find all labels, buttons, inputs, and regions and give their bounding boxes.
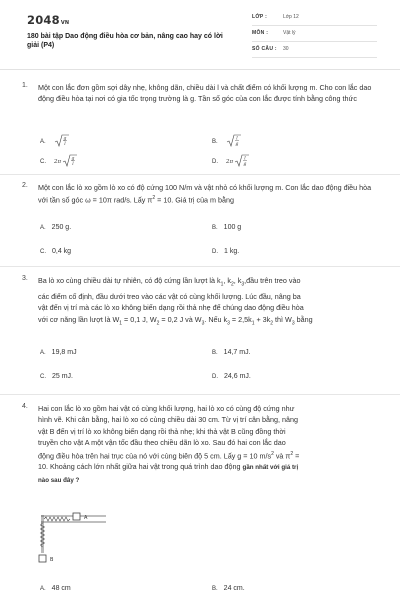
option-a[interactable]: A. 19,8 mJ <box>40 349 77 356</box>
label-b: B <box>50 557 54 563</box>
spring-figure <box>36 507 126 571</box>
question-text: Hai con lắc lò xo gồm hai vật có cùng khối lượng, hai lò xo có cùng độ cứng như hình vẽ. Khi cân bằng, hai lò xo có cùng chiều dài 30 cm. Từ vị trí cân bằng, nâng vật B đến vị trí lò xo không biến dạng rồi thả nhẹ; khi thả vật B cũng đồng thời truyền cho vật A một vận tốc đầu theo chiều dãn lò xo. Sau đó hai con lắc dao động điều hòa trên hai trục của nó với cùng biên độ 5 cm. Lấy g = 10 $m/s^2$ và $\pi^2$ = 10. Khoảng cách lớn nhất giữa hai vật trong quá trình dao động gần nhất với giá trị nào sau đây ? <box>38 404 300 484</box>
option-a[interactable]: A. 48 cm <box>40 585 71 592</box>
site-logo[interactable]: 2048VN <box>27 13 70 27</box>
question-4: 4. Hai con lắc lò xo gồm hai vật có cùng khối lượng, hai lò xo có cùng độ cứng như hình vẽ. Khi cân bằng, hai lò xo có cùng chiều dài 30 cm. Từ vị trí cân bằng, nâng vật B đến vị trí lò xo không biến dạng rồi thả nhẹ; khi thả vật B cũng đồng thời truyền cho vật A một vận tốc đầu theo chiều dãn lò xo. Sau đó hai con lắc dao động điều hòa trên hai trục của nó với cùng biên độ 5 cm. Lấy g = 10 $m/s^2$ và $\pi^2$ = 10. Khoảng cách lớn nhất giữa hai vật trong quá trình dao động gần nhất với giá trị nào sau đây ? A B A. 48 cm B. 24 cm. <box>22 403 382 600</box>
question-text: Ba lò xo cùng chiều dài tự nhiên, có độ cứng lần lượt là $k_1$, $k_2$, $k_3,đầu$ trên treo vào các điểm cố định, đầu dưới treo vào các vật có cùng khối lượng. Lúc đầu, nâng ba vật đến vị trí mà các lò xo không biến dạng rồi thả nhẹ để chúng dao động điều hòa với cơ năng lần lượt là $W_1 = 0,1$ J, $W_2 = 0,2$ J và $W_3$. Nếu $k_3 = 2,5k_1 + 3k_2$ thì $W_3$ bằng <box>38 276 313 327</box>
option-c[interactable]: C. 0,4 kg <box>40 248 72 255</box>
question-1: 1. Một con lắc đơn gồm sợi dây nhẹ, không dãn, chiều dài l và chất điểm có khối lượng m. Cho con lắc dao động điều hòa tại nơi có gia tốc trọng trường là g. Tần số góc của con lắc được tính bằng công thức A. g l B. l g C. 2π g l D. 2π l g <box>22 82 382 172</box>
option-b[interactable]: B. 100 g <box>212 224 242 231</box>
svg-text:2π: 2π <box>225 159 234 165</box>
formula-sqrt-g-over-l <box>54 134 70 148</box>
svg-text:l: l <box>244 156 246 162</box>
horizontal-spring <box>44 517 70 521</box>
option-b[interactable]: B. 14,7 mJ. <box>212 349 251 356</box>
meta-count: SỐ CÂU : 30 <box>252 43 377 58</box>
document-title: 180 bài tập Dao động điều hòa cơ bản, nâng cao hay có lời giải (P4) <box>27 33 223 50</box>
option-d[interactable]: D. 1 kg. <box>212 248 240 255</box>
meta-grade: LỚP : Lớp 12 <box>252 11 377 26</box>
formula-2pi-sqrt-g-over-l <box>54 154 78 168</box>
question-text: Một con lắc lò xo gồm lò xo có độ cứng 100 N/m và vật nhỏ có khối lượng m. Con lắc dao động điều hòa với tần số góc ω = 10π rad/s. Lấy $\pi^2 = 10$. Giá trị của m bằng <box>38 183 372 205</box>
option-c[interactable]: C. 25 mJ. <box>40 373 74 380</box>
question-3: 3. Ba lò xo cùng chiều dài tự nhiên, có độ cứng lần lượt là $k_1$, $k_2$, $k_3,đầu$ trên treo vào các điểm cố định, đầu dưới treo vào các vật có cùng khối lượng. Lúc đầu, nâng ba vật đến vị trí mà các lò xo không biến dạng rồi thả nhẹ để chúng dao động điều hòa với cơ năng lần lượt là $W_1 = 0,1$ J, $W_2 = 0,2$ J và $W_3$. Nếu $k_3 = 2,5k_1 + 3k_2$ thì $W_3$ bằng A. 19,8 mJ B. 14,7 mJ. C. 25 mJ. D. 24,6 mJ. <box>22 275 382 395</box>
meta-subject: MÔN : Vật lý <box>252 27 377 42</box>
option-a[interactable]: A. 250 g. <box>40 224 72 231</box>
option-b[interactable]: B. 24 cm. <box>212 585 245 592</box>
formula-2pi-sqrt-l-over-g <box>226 154 250 168</box>
question-2: 2. Một con lắc lò xo gồm lò xo có độ cứng 100 N/m và vật nhỏ có khối lượng m. Con lắc dao động điều hòa với tần số góc ω = 10π rad/s. Lấy $\pi^2 = 10$. Giá trị của m bằng A. 250 g. B. 100 g C. 0,4 kg D. 1 kg. <box>22 182 382 262</box>
label-a: A <box>84 515 88 521</box>
question-text: Một con lắc đơn gồm sợi dây nhẹ, không dãn, chiều dài l và chất điểm có khối lượng m. Cho con lắc dao động điều hòa tại nơi có gia tốc trọng trường là g. Tần số góc của con lắc được tính bằng công thức <box>38 83 372 104</box>
block-b <box>39 555 46 562</box>
svg-text:g: g <box>63 136 67 142</box>
svg-text:g: g <box>71 156 75 162</box>
svg-text:g: g <box>243 162 247 167</box>
option-b[interactable]: B. l g <box>212 134 242 148</box>
svg-text:2π: 2π <box>53 159 62 165</box>
svg-text:l: l <box>235 136 238 142</box>
option-c[interactable]: C. 2π g l <box>40 154 78 168</box>
svg-text:l: l <box>63 142 66 147</box>
divider <box>0 174 400 175</box>
option-d[interactable]: D. 24,6 mJ. <box>212 373 251 380</box>
divider <box>0 394 400 395</box>
formula-sqrt-l-over-g <box>226 134 242 148</box>
divider <box>0 266 400 267</box>
svg-text:l: l <box>72 162 74 167</box>
page-header <box>0 0 400 70</box>
svg-text:g: g <box>235 142 239 147</box>
block-a <box>73 513 80 520</box>
option-a[interactable]: A. g l <box>40 134 70 148</box>
option-d[interactable]: D. 2π l g <box>212 154 250 168</box>
